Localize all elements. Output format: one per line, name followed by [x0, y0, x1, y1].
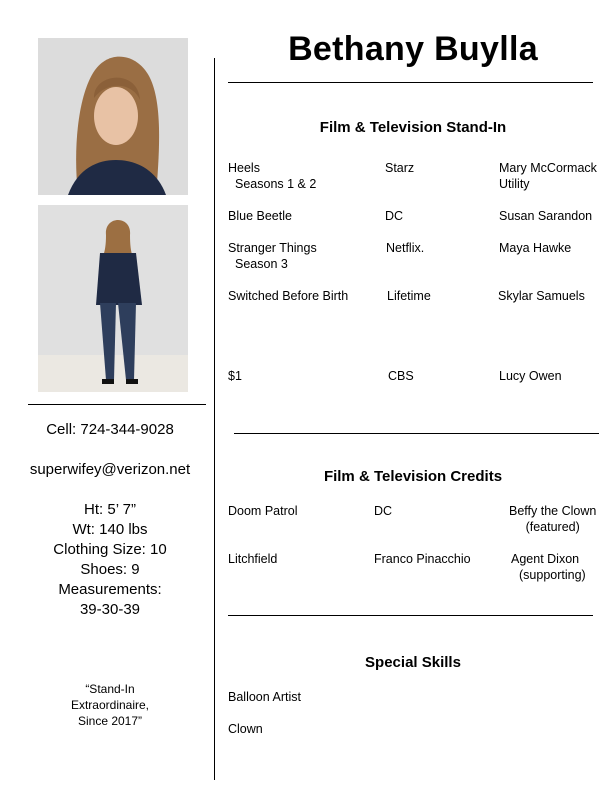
credits-divider — [228, 615, 593, 616]
standin-role: Lucy Owen — [499, 369, 562, 383]
email-address: superwifey@verizon.net — [29, 461, 191, 478]
standin-network: DC — [385, 209, 404, 223]
standin-network: Starz — [385, 161, 415, 175]
standin-network: CBS — [388, 369, 414, 383]
standin-show: $1 — [228, 369, 242, 383]
tagline-quote — [10, 681, 210, 729]
clothing-size-stat: Clothing Size: 10 — [53, 541, 167, 558]
credit-show: Doom Patrol — [228, 504, 298, 518]
skill-item: Balloon Artist — [228, 690, 301, 704]
credit-network: Franco Pinacchio — [374, 552, 471, 566]
credit-role: Agent Dixon (supporting) — [511, 552, 586, 582]
standin-show: Blue Beetle — [228, 209, 292, 223]
full-body-photo — [38, 205, 188, 392]
vertical-divider — [214, 58, 215, 780]
measurements-label: Measurements: — [58, 581, 162, 598]
height-stat: Ht: 5’ 7” — [84, 501, 136, 518]
standin-show: Stranger Things Season 3 — [228, 241, 317, 271]
standin-role: Skylar Samuels — [498, 289, 585, 303]
credit-network: DC — [374, 504, 393, 518]
header-divider — [228, 82, 593, 83]
left-divider — [28, 404, 206, 405]
standin-show: Heels Seasons 1 & 2 — [228, 161, 317, 191]
credit-role: Beffy the Clown (featured) — [509, 504, 597, 534]
credits-section-title: Film & Television Credits — [323, 468, 503, 485]
quote-line: “Stand-In — [85, 682, 135, 696]
quote-line: Since 2017” — [77, 714, 143, 728]
credit-show: Litchfield — [228, 552, 278, 566]
standin-network: Lifetime — [387, 289, 431, 303]
weight-stat: Wt: 140 lbs — [72, 521, 148, 538]
standin-show: Switched Before Birth — [228, 289, 349, 303]
standin-role: Susan Sarandon — [499, 209, 593, 223]
skills-section-title: Special Skills — [365, 654, 461, 671]
cell-phone: Cell: 724-344-9028 — [46, 421, 174, 438]
standin-role: Mary McCormack Utility — [499, 161, 597, 191]
stats-block — [10, 500, 210, 620]
standin-network: Netflix. — [386, 241, 425, 255]
shoe-size-stat: Shoes: 9 — [80, 561, 140, 578]
standin-section-title: Film & Television Stand-In — [319, 119, 507, 136]
measurements-value: 39-30-39 — [79, 601, 141, 618]
standin-role: Maya Hawke — [499, 241, 572, 255]
standin-divider — [234, 433, 599, 434]
page-title: Bethany Buylla — [288, 30, 538, 68]
headshot-photo — [38, 38, 188, 195]
quote-line: Extraordinaire, — [70, 698, 150, 712]
skill-item: Clown — [228, 722, 263, 736]
